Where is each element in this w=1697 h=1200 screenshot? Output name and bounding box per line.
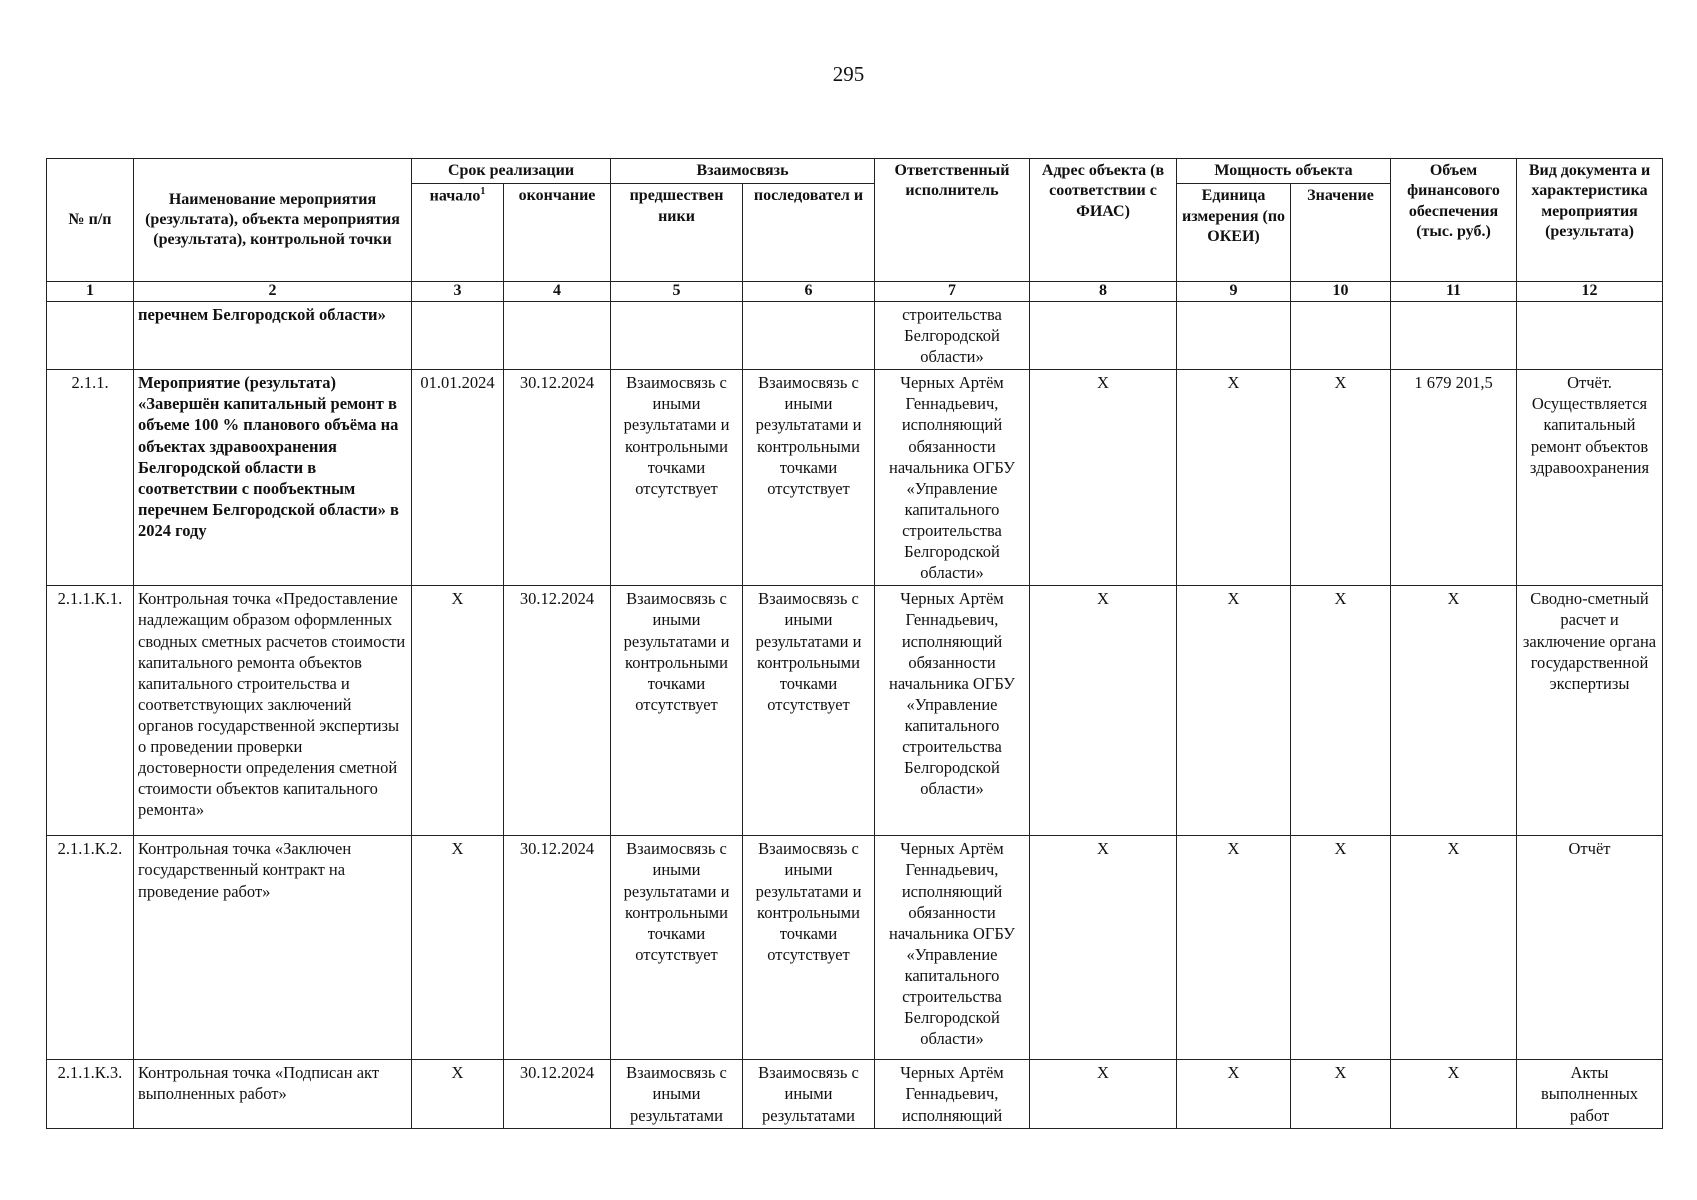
row-predecessors: Взаимосвязь с иными результатами и контрольными точками отсутствует: [611, 836, 743, 1060]
row-predecessors: Взаимосвязь с иными результатами: [611, 1060, 743, 1128]
table-row: [47, 836, 1663, 1060]
table-row: [47, 586, 1663, 836]
column-number: 5: [611, 282, 743, 301]
row-responsible: Черных Артём Геннадьевич, исполняющий обязанности начальника ОГБУ «Управление капитального строительства Белгородской области»: [875, 370, 1030, 586]
row-successors: Взаимосвязь с иными результатами и контрольными точками отсутствует: [743, 586, 875, 836]
table-row: [47, 1060, 1663, 1128]
header-address: Адрес объекта (в соответствии с ФИАС): [1030, 159, 1177, 282]
row-address: [1030, 301, 1177, 369]
row-number: 2.1.1.К.3.: [47, 1060, 134, 1128]
row-document: Акты выполненных работ: [1517, 1060, 1663, 1128]
row-responsible: Черных Артём Геннадьевич, исполняющий обязанности начальника ОГБУ «Управление капитального строительства Белгородской области»: [875, 836, 1030, 1060]
header-end: окончание: [504, 184, 611, 282]
row-finance: X: [1391, 836, 1517, 1060]
row-name: Контрольная точка «Предоставление надлежащим образом оформленных сводных сметных расчетов стоимости капитального ремонта объектов капитального строительства и соответствующих заключений органов государственной экспертизы о проведении проверки достоверности определения сметной стоимости объектов капитального ремонта»: [134, 586, 412, 836]
row-value: X: [1291, 836, 1391, 1060]
row-document: Отчёт: [1517, 836, 1663, 1060]
row-number: [47, 301, 134, 369]
row-address: X: [1030, 836, 1177, 1060]
column-number: 7: [875, 282, 1030, 301]
row-address: X: [1030, 586, 1177, 836]
row-successors: Взаимосвязь с иными результатами и контрольными точками отсутствует: [743, 370, 875, 586]
column-number: 10: [1291, 282, 1391, 301]
row-predecessors: Взаимосвязь с иными результатами и контрольными точками отсутствует: [611, 370, 743, 586]
row-start: 01.01.2024: [412, 370, 504, 586]
row-unit: X: [1177, 586, 1291, 836]
row-end: 30.12.2024: [504, 1060, 611, 1128]
row-address: X: [1030, 370, 1177, 586]
header-num: № п/п: [47, 159, 134, 282]
row-value: X: [1291, 1060, 1391, 1128]
row-name: Контрольная точка «Подписан акт выполненных работ»: [134, 1060, 412, 1128]
row-finance: X: [1391, 1060, 1517, 1128]
page-number: 295: [832, 62, 865, 86]
row-name: перечнем Белгородской области»: [134, 301, 412, 369]
row-unit: X: [1177, 370, 1291, 586]
row-unit: [1177, 301, 1291, 369]
column-number: 8: [1030, 282, 1177, 301]
row-end: 30.12.2024: [504, 836, 611, 1060]
column-number-row: [47, 282, 1663, 301]
row-name: Контрольная точка «Заключен государственный контракт на проведение работ»: [134, 836, 412, 1060]
header-start-label: начало: [429, 187, 481, 205]
header-term-group: Срок реализации: [412, 159, 611, 184]
row-start: [412, 301, 504, 369]
row-predecessors: Взаимосвязь с иными результатами и контрольными точками отсутствует: [611, 586, 743, 836]
row-end: [504, 301, 611, 369]
row-value: X: [1291, 370, 1391, 586]
row-document: Отчёт. Осуществляется капитальный ремонт объектов здравоохранения: [1517, 370, 1663, 586]
row-predecessors: [611, 301, 743, 369]
row-start: X: [412, 836, 504, 1060]
row-value: X: [1291, 586, 1391, 836]
header-successors: последовател и: [743, 184, 875, 282]
header-name: Наименование мероприятия (результата), объекта мероприятия (результата), контрольной точки: [134, 159, 412, 282]
row-name: Мероприятие (результата) «Завершён капитальный ремонт в объеме 100 % планового объёма на объектах здравоохранения Белгородской области в соответствии с пообъектным перечнем Белгородской области» в 2024 году: [134, 370, 412, 586]
row-successors: Взаимосвязь с иными результатами: [743, 1060, 875, 1128]
row-responsible: Черных Артём Геннадьевич, исполняющий: [875, 1060, 1030, 1128]
column-number: 12: [1517, 282, 1663, 301]
row-finance: X: [1391, 586, 1517, 836]
header-unit: Единица измерения (по ОКЕИ): [1177, 184, 1291, 282]
row-end: 30.12.2024: [504, 586, 611, 836]
row-number: 2.1.1.К.1.: [47, 586, 134, 836]
row-address: X: [1030, 1060, 1177, 1128]
header-relation-group: Взаимосвязь: [611, 159, 875, 184]
row-number: 2.1.1.К.2.: [47, 836, 134, 1060]
table-row: [47, 370, 1663, 586]
header-row-1: [47, 159, 1663, 184]
column-number: 1: [47, 282, 134, 301]
header-start-footnote: 1: [480, 186, 486, 198]
row-finance: [1391, 301, 1517, 369]
table-row: [47, 301, 1663, 369]
row-unit: X: [1177, 1060, 1291, 1128]
header-predecessors: предшествен ники: [611, 184, 743, 282]
row-value: [1291, 301, 1391, 369]
plan-table: [46, 158, 1663, 1129]
header-responsible: Ответственный исполнитель: [875, 159, 1030, 282]
row-responsible: Черных Артём Геннадьевич, исполняющий обязанности начальника ОГБУ «Управление капитального строительства Белгородской области»: [875, 586, 1030, 836]
column-number: 6: [743, 282, 875, 301]
row-successors: Взаимосвязь с иными результатами и контрольными точками отсутствует: [743, 836, 875, 1060]
header-document: Вид документа и характеристика мероприятия (результата): [1517, 159, 1663, 282]
row-document: [1517, 301, 1663, 369]
row-start: X: [412, 1060, 504, 1128]
column-number: 3: [412, 282, 504, 301]
column-number: 9: [1177, 282, 1291, 301]
row-successors: [743, 301, 875, 369]
row-finance: 1 679 201,5: [1391, 370, 1517, 586]
header-start: [412, 184, 504, 282]
row-responsible: строительства Белгородской области»: [875, 301, 1030, 369]
header-value: Значение: [1291, 184, 1391, 282]
row-number: 2.1.1.: [47, 370, 134, 586]
header-capacity-group: Мощность объекта: [1177, 159, 1391, 184]
column-number: 4: [504, 282, 611, 301]
header-finance: Объем финансового обеспечения (тыс. руб.): [1391, 159, 1517, 282]
row-document: Сводно-сметный расчет и заключение органа государственной экспертизы: [1517, 586, 1663, 836]
row-start: X: [412, 586, 504, 836]
row-end: 30.12.2024: [504, 370, 611, 586]
row-unit: X: [1177, 836, 1291, 1060]
column-number: 2: [134, 282, 412, 301]
column-number: 11: [1391, 282, 1517, 301]
